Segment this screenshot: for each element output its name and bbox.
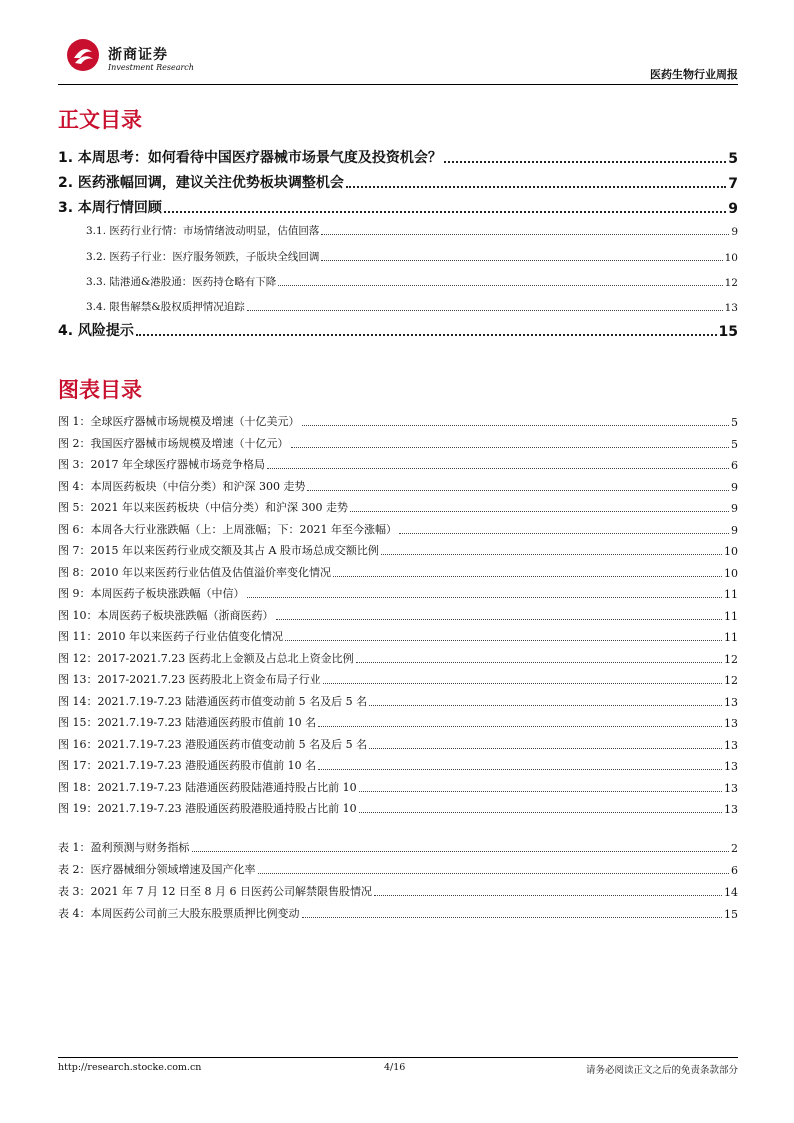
- dot-leader: [291, 447, 730, 448]
- figure-entry-page: 6: [731, 459, 738, 472]
- dot-leader: [247, 310, 723, 311]
- figure-entry[interactable]: [58, 670, 738, 687]
- toc-entry-page: 9: [731, 226, 738, 238]
- figure-entry[interactable]: [58, 434, 738, 451]
- table-entry-page: 14: [724, 886, 738, 899]
- figure-entry[interactable]: [58, 735, 738, 752]
- toc-entry[interactable]: [58, 172, 738, 192]
- figure-entry-text: 图 13：2017-2021.7.23 医药股北上资金布局子行业: [58, 673, 321, 686]
- dot-leader: [333, 576, 722, 577]
- figure-entry[interactable]: [58, 584, 738, 601]
- toc-entry[interactable]: [58, 197, 738, 217]
- toc-entry-text: 3.4. 限售解禁&股权质押情况追踪: [86, 301, 245, 313]
- footer-url[interactable]: http://research.stocke.com.cn: [58, 1062, 202, 1073]
- dot-leader: [323, 683, 722, 684]
- dot-leader: [374, 895, 722, 896]
- figure-entry-text: 图 1：全球医疗器械市场规模及增速（十亿美元）: [58, 415, 300, 428]
- dot-leader: [302, 425, 730, 426]
- toc-entry-page: 10: [724, 252, 738, 264]
- figure-entry-page: 13: [724, 781, 738, 795]
- toc-entry[interactable]: [58, 147, 738, 167]
- dot-leader: [258, 873, 730, 874]
- figure-entry-text: 图 12：2017-2021.7.23 医药北上金额及占总北上资金比例: [58, 651, 354, 665]
- dot-leader: [321, 234, 729, 235]
- figure-entry-text: 图 18：2021.7.19-7.23 陆港通医药股陆港通持股占比前 10: [58, 780, 357, 794]
- toc-entry[interactable]: [58, 222, 738, 238]
- table-entry-page: 6: [731, 864, 738, 877]
- dot-leader: [285, 640, 722, 641]
- figure-entry-page: 9: [731, 480, 738, 494]
- dot-leader: [276, 619, 723, 620]
- dot-leader: [346, 186, 726, 188]
- toc-entry-text: 3.2. 医药子行业：医疗服务领跌，子版块全线回调: [86, 251, 320, 263]
- toc-entry-text: 3. 本周行情回顾: [58, 200, 162, 216]
- figure-entry-text: 图 6：本周各大行业涨跌幅（上：上周涨幅；下：2021 年至今涨幅）: [58, 522, 397, 536]
- figure-entry-page: 13: [724, 717, 738, 730]
- figure-entry-page: 13: [724, 738, 738, 752]
- page-number: 4/16: [384, 1062, 406, 1073]
- figure-entry[interactable]: [58, 799, 738, 816]
- figure-entry-text: 图 16：2021.7.19-7.23 港股通医药市值变动前 5 名及后 5 名: [58, 737, 368, 751]
- figure-entry-page: 11: [724, 609, 738, 623]
- table-entry-text: 表 2：医疗器械细分领域增速及国产化率: [58, 863, 256, 876]
- figure-entry-page: 9: [731, 523, 738, 537]
- figure-entry[interactable]: [58, 520, 738, 537]
- logo-icon: [66, 38, 100, 72]
- figure-entry-page: 12: [724, 674, 738, 687]
- toc-entry[interactable]: [58, 298, 738, 314]
- logo-subtitle: Investment Research: [108, 63, 194, 72]
- toc-entry-text: 1. 本周思考：如何看待中国医疗器械市场景气度及投资机会？: [58, 150, 442, 166]
- figure-entry-page: 10: [724, 566, 738, 580]
- dot-leader: [350, 511, 729, 512]
- figure-entry-page: 13: [724, 695, 738, 709]
- toc-entry-text: 4. 风险提示: [58, 323, 134, 339]
- page-header: [58, 32, 738, 84]
- figure-entry-text: 图 3：2017 年全球医疗器械市场竞争格局: [58, 458, 265, 471]
- figure-entry-text: 图 11：2010 年以来医药子行业估值变化情况: [58, 630, 283, 643]
- figure-entry-text: 图 17：2021.7.19-7.23 港股通医药股市值前 10 名: [58, 759, 317, 772]
- toc-entry-page: 13: [724, 302, 738, 314]
- dot-leader: [278, 285, 722, 286]
- table-entry[interactable]: [58, 860, 738, 877]
- figure-entry[interactable]: [58, 649, 738, 666]
- dot-leader: [192, 851, 730, 852]
- table-entry[interactable]: [58, 838, 738, 855]
- figure-entry-page: 9: [731, 502, 738, 515]
- dot-leader: [267, 468, 729, 469]
- figure-entry-text: 图 8：2010 年以来医药行业估值及估值溢价率变化情况: [58, 565, 331, 579]
- dot-leader: [359, 791, 722, 792]
- dot-leader: [302, 917, 723, 918]
- table-entry-page: 15: [724, 908, 738, 921]
- dot-leader: [321, 260, 722, 261]
- dot-leader: [369, 748, 722, 749]
- figure-entry[interactable]: [58, 778, 738, 795]
- table-entry-text: 表 4：本周医药公司前三大股东股票质押比例变动: [58, 907, 300, 920]
- dot-leader: [369, 705, 722, 706]
- figure-entry[interactable]: [58, 606, 738, 623]
- figure-entry[interactable]: [58, 477, 738, 494]
- figure-entry[interactable]: [58, 455, 738, 472]
- header-divider: [58, 84, 738, 85]
- toc-entry-page: 9: [728, 201, 738, 217]
- dot-leader: [381, 554, 722, 555]
- figure-entry-text: 图 7：2015 年以来医药行业成交额及其占 A 股市场总成交额比例: [58, 544, 379, 557]
- dot-leader: [359, 812, 722, 813]
- figure-entry-page: 5: [731, 437, 738, 451]
- figures-title: 图表目录: [58, 378, 142, 402]
- toc-entry-page: 15: [718, 324, 738, 340]
- dot-leader: [356, 662, 722, 663]
- figure-entry-page: 13: [724, 803, 738, 816]
- dot-leader: [318, 769, 722, 770]
- toc-entry-page: 5: [728, 151, 738, 167]
- logo-text: 浙商证券: [108, 47, 168, 63]
- toc-entry-text: 2. 医药涨幅回调，建议关注优势板块调整机会: [58, 175, 344, 191]
- figure-entry[interactable]: [58, 627, 738, 644]
- toc-entry-page: 7: [728, 176, 738, 192]
- toc-title: 正文目录: [58, 108, 142, 132]
- figure-entry-text: 图 5：2021 年以来医药板块（中信分类）和沪深 300 走势: [58, 501, 348, 514]
- dot-leader: [318, 726, 722, 727]
- report-type: 医药生物行业周报: [650, 68, 738, 81]
- table-entry[interactable]: [58, 904, 738, 921]
- dot-leader: [247, 597, 723, 598]
- figure-entry[interactable]: [58, 412, 738, 429]
- figure-entry-text: 图 2：我国医疗器械市场规模及增速（十亿元）: [58, 436, 289, 450]
- toc-entry-page: 12: [724, 277, 738, 289]
- figure-entry[interactable]: [58, 713, 738, 730]
- figure-entry[interactable]: [58, 498, 738, 515]
- table-entry[interactable]: [58, 882, 738, 899]
- dot-leader: [307, 490, 729, 491]
- dot-leader: [399, 533, 729, 534]
- table-entry-text: 表 3：2021 年 7 月 12 日至 8 月 6 日医药公司解禁限售股情况: [58, 885, 372, 898]
- figure-entry-text: 图 9：本周医药子板块涨跌幅（中信）: [58, 587, 245, 600]
- figure-entry[interactable]: [58, 756, 738, 773]
- figure-entry-text: 图 15：2021.7.19-7.23 陆港通医药股市值前 10 名: [58, 716, 317, 729]
- figure-entry-text: 图 10：本周医药子板块涨跌幅（浙商医药）: [58, 608, 274, 622]
- figure-entry-page: 12: [724, 652, 738, 666]
- table-entry-text: 表 1：盈利预测与财务指标: [58, 841, 190, 854]
- toc-entry[interactable]: [58, 320, 738, 340]
- figure-entry-page: 11: [724, 588, 738, 601]
- figure-entry-page: 11: [724, 631, 738, 644]
- table-entry-page: 2: [731, 842, 738, 855]
- footer-divider: [58, 1057, 738, 1058]
- figure-entry[interactable]: [58, 541, 738, 558]
- footer-disclaimer: 请务必阅读正文之后的免责条款部分: [585, 1065, 738, 1076]
- figure-entry[interactable]: [58, 563, 738, 580]
- figure-entry-text: 图 14：2021.7.19-7.23 陆港通医药市值变动前 5 名及后 5 名: [58, 694, 368, 708]
- toc-entry[interactable]: [58, 248, 738, 264]
- dot-leader: [444, 161, 726, 163]
- toc-entry-text: 3.1. 医药行业行情：市场情绪波动明显，估值回落: [86, 225, 320, 237]
- figure-entry-page: 13: [724, 760, 738, 773]
- figure-entry-page: 5: [731, 416, 738, 429]
- figure-entry-page: 10: [724, 545, 738, 558]
- figure-entry-text: 图 4：本周医药板块（中信分类）和沪深 300 走势: [58, 479, 306, 493]
- toc-entry[interactable]: [58, 273, 738, 289]
- dot-leader: [136, 334, 717, 336]
- dot-leader: [164, 211, 726, 213]
- toc-entry-text: 3.3. 陆港通&港股通：医药持仓略有下降: [86, 276, 277, 288]
- figure-entry-text: 图 19：2021.7.19-7.23 港股通医药股港股通持股占比前 10: [58, 802, 357, 815]
- figure-entry[interactable]: [58, 692, 738, 709]
